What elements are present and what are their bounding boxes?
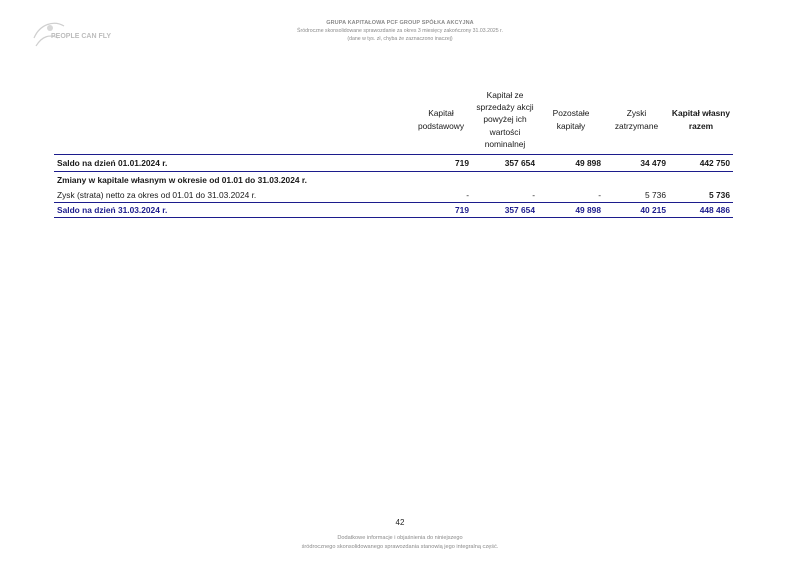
table-row-closing-balance <box>54 203 733 218</box>
cell-value: 357 654 <box>472 155 538 172</box>
cell-value: - <box>532 190 535 201</box>
row-label: Saldo na dzień 01.01.2024 r. <box>54 155 410 172</box>
cell-value: 49 898 <box>538 155 604 172</box>
equity-changes-table <box>54 89 733 218</box>
units-note: (dane w tys. zł, chyba że zaznaczono inaczej) <box>347 36 453 42</box>
cell-value: 34 479 <box>604 155 669 172</box>
cell-value: - <box>466 190 469 201</box>
table-header-row <box>54 89 733 155</box>
cell-value: - <box>598 190 601 201</box>
cell-value: 719 <box>410 203 472 218</box>
company-name: GRUPA KAPITAŁOWA PCF GROUP SPÓŁKA AKCYJNA <box>326 20 474 26</box>
cell-value: 49 898 <box>538 203 604 218</box>
header-retained-earnings: Zyski zatrzymane <box>614 108 659 131</box>
row-label: Saldo na dzień 31.03.2024 r. <box>54 203 410 218</box>
header-share-capital: Kapitał podstawowy <box>417 108 465 131</box>
row-label: Zysk (strata) netto za okres od 01.01 do 31.03.2024 r. <box>57 190 257 201</box>
header-other-capital: Pozostałe kapitały <box>552 108 590 131</box>
cell-value: 5 736 <box>645 190 666 201</box>
table-row-net-profit <box>54 188 733 203</box>
page-footer <box>0 534 800 551</box>
footer-line-2: śródrocznego skonsolidowanego sprawozdania stanowią jego integralną część. <box>301 543 499 550</box>
header-total-equity: Kapitał własny razem <box>671 108 731 131</box>
cell-value: 719 <box>410 155 472 172</box>
report-subtitle: Śródroczne skonsolidowane sprawozdanie za okres 3 miesięcy zakończony 31.03.2025 r. <box>297 28 503 34</box>
cell-value: 357 654 <box>472 203 538 218</box>
header-share-premium: Kapitał ze sprzedaży akcji powyżej ich wartości nominalnej <box>476 90 534 149</box>
cell-value: 442 750 <box>669 155 733 172</box>
section-label: Zmiany w kapitale własnym w okresie od 01.01 do 31.03.2024 r. <box>57 175 307 186</box>
cell-value: 5 736 <box>709 190 730 201</box>
document-header <box>0 19 800 43</box>
logo-text: PEOPLE CAN FLY <box>51 33 112 40</box>
footer-line-1: Dodatkowe informacje i objaśnienia do niniejszego <box>337 535 463 541</box>
cell-value: 448 486 <box>669 203 733 218</box>
table-row-opening-balance <box>54 155 733 172</box>
table-row-section-heading <box>54 172 733 189</box>
header-label-col <box>54 89 410 155</box>
cell-value: 40 215 <box>604 203 669 218</box>
page-number: 42 <box>395 518 405 527</box>
